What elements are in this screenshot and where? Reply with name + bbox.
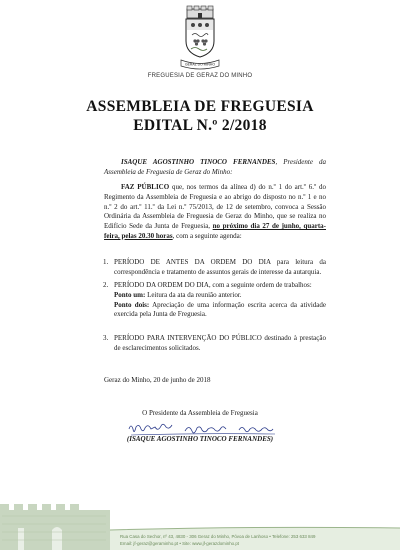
agenda-item-text: PERÍODO DA ORDEM DO DIA, com a seguinte ordem de trabalhos: bbox=[114, 281, 312, 289]
edital-number: EDITAL N.º 2/2018 bbox=[133, 117, 267, 134]
point-one-text: Leitura da ata da reunião anterior. bbox=[145, 290, 242, 299]
notice-body: que, nos termos da alínea d) do n.º 1 do art.º 6.º do Regimento da Assembleia de Freguesia e ao abrigo do disposto no n.º 1 e no n.º 2 do art.º 11.º da Lei n.º 75/2013, de 12 de setembro, convoca a Sessão Ordinária da Assembleia de Freguesia de Geraz do Minho, que se realiza no Edifício Sede da Junta de Freguesia, bbox=[104, 183, 327, 231]
agenda-item-number: 1. bbox=[103, 258, 109, 266]
footer-address: Rua Casa do Sechor, nº 43, 4830 - 306 Geraz do Minho, Póvoa de Lanhoso • Telefone: 253 633 849 bbox=[120, 534, 316, 539]
issuer-paragraph bbox=[104, 158, 326, 178]
document-title: ASSEMBLEIA DE FREGUESIA bbox=[86, 98, 314, 115]
agenda-item bbox=[103, 334, 326, 354]
footer-contacts: Email: jf-geraz@geraminho.pt • Site: www.jf-gerazdominho.pt bbox=[120, 541, 239, 546]
agenda-item bbox=[103, 258, 326, 278]
coat-of-arms-icon bbox=[178, 5, 222, 71]
notice-paragraph bbox=[104, 183, 326, 242]
point-two-label: Ponto dois: bbox=[114, 300, 150, 309]
agenda-item-text: PERÍODO PARA INTERVENÇÃO DO PÚBLICO destinado à prestação de esclarecimentos solicitados. bbox=[114, 334, 326, 352]
crest-motto: GERAZ DO MINHO bbox=[185, 62, 215, 67]
signatory-name: (ISAQUE AGOSTINHO TINOCO FERNANDES) bbox=[126, 435, 274, 443]
organization-name: FREGUESIA DE GERAZ DO MINHO bbox=[147, 73, 253, 79]
place-and-date: Geraz do Minho, 20 de junho de 2018 bbox=[104, 376, 211, 384]
signatory-role: O Presidente da Assembleia de Freguesia bbox=[142, 409, 258, 417]
issuer-name: ISAQUE AGOSTINHO TINOCO FERNANDES bbox=[121, 158, 276, 166]
notice-tail: , com a seguinte agenda: bbox=[172, 231, 242, 240]
issuer-role: , Presidente da Assembleia de Freguesia de Geraz do Minho: bbox=[104, 158, 326, 176]
point-two-text: Apreciação de uma informação escrita acerca da atividade exercida pela Junta de Freguesia. bbox=[114, 300, 326, 319]
agenda-item bbox=[103, 281, 326, 320]
agenda-item-number: 2. bbox=[103, 281, 109, 289]
meeting-datetime: no próximo dia 27 de junho, quarta-feira, pelas 20.30 horas bbox=[104, 222, 326, 240]
agenda-item-text: PERÍODO DE ANTES DA ORDEM DO DIA para leitura da correspondência e tratamento de assuntos gerais de interesse da autarquia. bbox=[114, 258, 326, 276]
point-one-label: Ponto um: bbox=[114, 290, 146, 299]
notice-lead: FAZ PÚBLICO bbox=[121, 183, 170, 191]
agenda-item-number: 3. bbox=[103, 334, 109, 342]
